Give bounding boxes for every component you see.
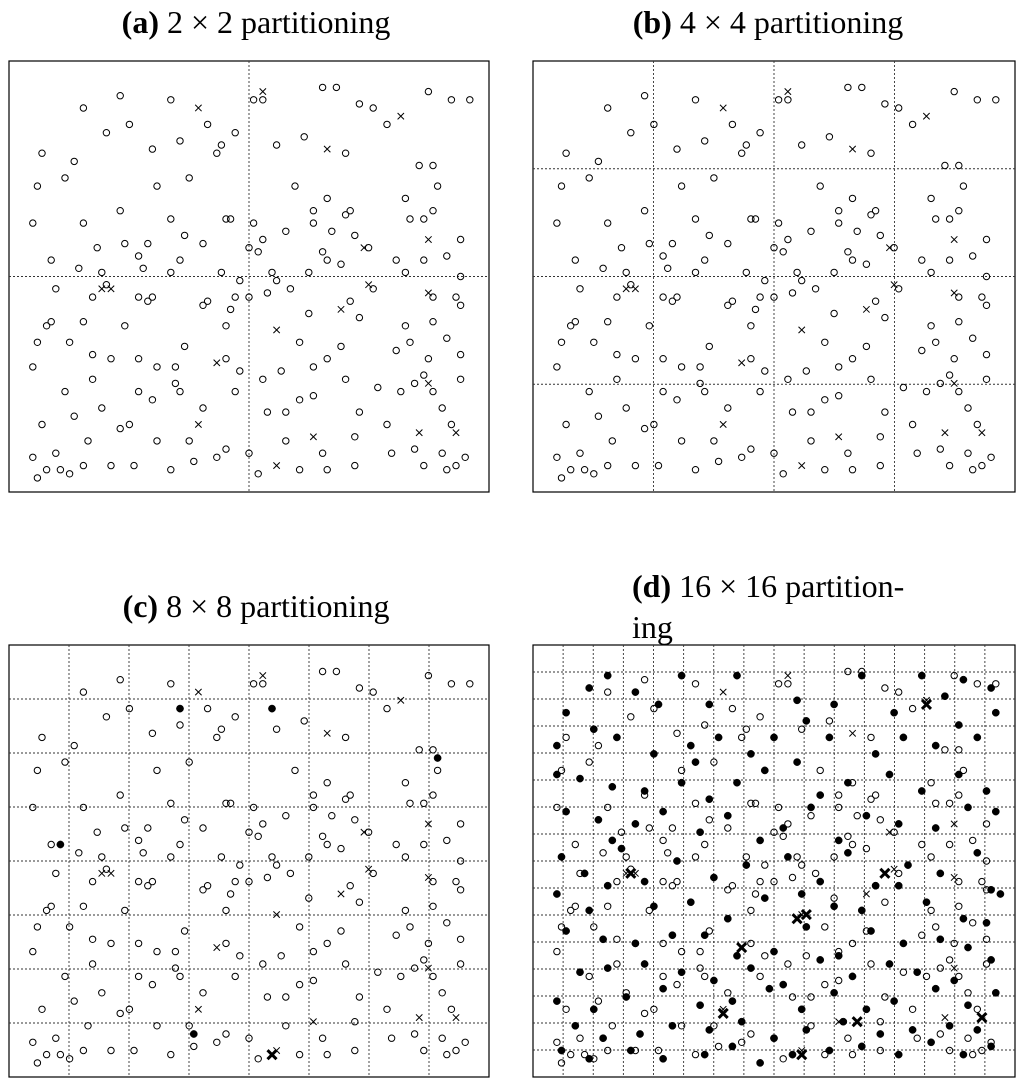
filled-point [761,895,768,902]
filled-point [553,771,560,778]
filled-point [784,853,791,860]
panel-d-label: (d) [632,568,672,604]
filled-point [729,998,736,1005]
filled-point [831,701,838,708]
filled-point [660,808,667,815]
filled-point [863,1006,870,1013]
filled-point [798,1006,805,1013]
filled-point [710,977,717,984]
panel-b-title [512,2,1024,42]
filled-point [988,684,995,691]
filled-point [434,754,441,761]
filled-point [932,824,939,831]
filled-point [803,1026,810,1033]
filled-point [715,734,722,741]
filled-point [770,734,777,741]
panel-a-plot [8,60,490,493]
filled-point [988,1043,995,1050]
filled-point [724,812,731,819]
filled-point [613,734,620,741]
filled-point [632,820,639,827]
filled-point [268,705,275,712]
panel-a-title-text: 2 × 2 partitioning [166,4,391,40]
panel-b-plot [532,60,1016,493]
filled-point [553,998,560,1005]
filled-point [928,1039,935,1046]
filled-point [687,742,694,749]
filled-point [831,989,838,996]
filled-point [650,903,657,910]
filled-point [660,985,667,992]
filled-point [780,981,787,988]
filled-point [835,837,842,844]
filled-point [600,936,607,943]
filled-point [974,1026,981,1033]
filled-point [697,829,704,836]
filled-point [590,1006,597,1013]
panel-d-plot [532,644,1016,1078]
filled-point [595,816,602,823]
filled-point [900,734,907,741]
filled-point [844,779,851,786]
filled-point [710,874,717,881]
filled-point [692,759,699,766]
filled-point [609,837,616,844]
filled-point [627,1047,634,1054]
filled-point [673,857,680,864]
filled-point [609,783,616,790]
filled-point [770,1035,777,1042]
filled-point [581,870,588,877]
filled-point [886,771,893,778]
filled-point [964,804,971,811]
panel-c-title-text: 8 × 8 partitioning [166,588,390,624]
filled-point [636,1030,643,1037]
filled-point [600,1035,607,1042]
panel-b [532,60,1016,493]
filled-point [923,899,930,906]
filled-point [733,672,740,679]
filled-point [900,940,907,947]
filled-point [960,676,967,683]
filled-point [937,936,944,943]
filled-point [701,1051,708,1058]
panel-a-label: (a) [121,4,159,40]
filled-point [918,787,925,794]
filled-point [586,1055,593,1062]
filled-point [586,907,593,914]
filled-point [563,927,570,934]
filled-point [807,804,814,811]
filled-point [877,1030,884,1037]
filled-point [553,890,560,897]
filled-point [650,750,657,757]
filled-point [941,693,948,700]
filled-point [891,998,898,1005]
filled-point [701,932,708,939]
filled-point [576,775,583,782]
filled-point [655,701,662,708]
filled-point [563,709,570,716]
filled-point [669,1022,676,1029]
filled-point [678,969,685,976]
panel-c-plot [8,644,490,1078]
filled-point [780,824,787,831]
filled-point [946,1022,953,1029]
filled-point [660,1055,667,1062]
filled-point [641,878,648,885]
filled-point [794,759,801,766]
filled-point [988,956,995,963]
filled-point [789,1051,796,1058]
panel-d-title-line1: 16 × 16 partition- [679,568,905,604]
filled-point [803,923,810,930]
filled-point [687,899,694,906]
filled-point [623,993,630,1000]
filled-point [817,956,824,963]
filled-point [983,787,990,794]
filled-point [558,1047,565,1054]
filled-point [964,1002,971,1009]
filled-point [960,915,967,922]
filled-point [831,903,838,910]
filled-point [770,948,777,955]
filled-point [733,952,740,959]
filled-point [826,1047,833,1054]
filled-point [891,709,898,716]
filled-point [955,771,962,778]
filled-point [835,952,842,959]
filled-point [937,870,944,877]
filled-point [904,862,911,869]
filled-point [747,965,754,972]
filled-point [858,1043,865,1050]
filled-point [983,919,990,926]
filled-point [895,1051,902,1058]
filled-point [960,1051,967,1058]
filled-point [706,796,713,803]
filled-point [586,684,593,691]
filled-point [886,960,893,967]
filled-point [747,750,754,757]
filled-point [678,779,685,786]
filled-point [641,787,648,794]
filled-point [992,808,999,815]
filled-point [697,1002,704,1009]
filled-point [895,882,902,889]
filled-point [964,944,971,951]
filled-point [761,767,768,774]
filled-point [798,890,805,897]
filled-point [872,750,879,757]
filled-point [604,965,611,972]
filled-point [895,820,902,827]
filled-point [632,940,639,947]
filled-point [997,890,1004,897]
filled-point [604,882,611,889]
filled-point [909,1026,916,1033]
filled-point [849,973,856,980]
filled-point [706,1026,713,1033]
filled-point [632,689,639,696]
filled-point [743,862,750,869]
filled-point [733,779,740,786]
panel-d-title [632,566,904,648]
filled-point [974,849,981,856]
filled-point [988,886,995,893]
filled-point [932,985,939,992]
panel-d [532,644,1016,1078]
filled-point [57,841,64,848]
panel-a-title [0,2,512,42]
filled-point [738,1018,745,1025]
panel-d-title-line2: ing [632,609,673,645]
filled-point [618,845,625,852]
filled-point [572,1022,579,1029]
filled-point [974,734,981,741]
filled-point [914,969,921,976]
filled-point [955,721,962,728]
filled-point [766,985,773,992]
filled-point [176,705,183,712]
filled-point [840,1018,847,1025]
filled-point [992,989,999,996]
filled-point [992,709,999,716]
panel-c [8,644,490,1078]
filled-point [563,808,570,815]
filled-point [858,907,865,914]
filled-point [817,792,824,799]
filled-point [826,734,833,741]
panel-a [8,60,490,493]
panel-c-title [0,586,512,626]
filled-point [867,927,874,934]
filled-point [757,1059,764,1066]
filled-point [678,672,685,679]
panel-b-title-text: 4 × 4 partitioning [679,4,904,40]
filled-point [858,672,865,679]
filled-point [757,837,764,844]
filled-point [706,701,713,708]
filled-point [590,726,597,733]
filled-point [951,977,958,984]
filled-point [817,878,824,885]
filled-point [604,672,611,679]
filled-point [558,853,565,860]
filled-point [794,697,801,704]
filled-point [844,849,851,856]
filled-point [641,960,648,967]
filled-point [576,969,583,976]
panel-b-label: (b) [632,4,672,40]
panel-c-label: (c) [122,588,159,624]
filled-point [190,1030,197,1037]
filled-point [803,717,810,724]
filled-point [724,915,731,922]
filled-point [932,742,939,749]
filled-point [553,742,560,749]
filled-point [918,672,925,679]
filled-point [872,882,879,889]
filled-point [863,812,870,819]
filled-point [669,932,676,939]
filled-point [729,1043,736,1050]
